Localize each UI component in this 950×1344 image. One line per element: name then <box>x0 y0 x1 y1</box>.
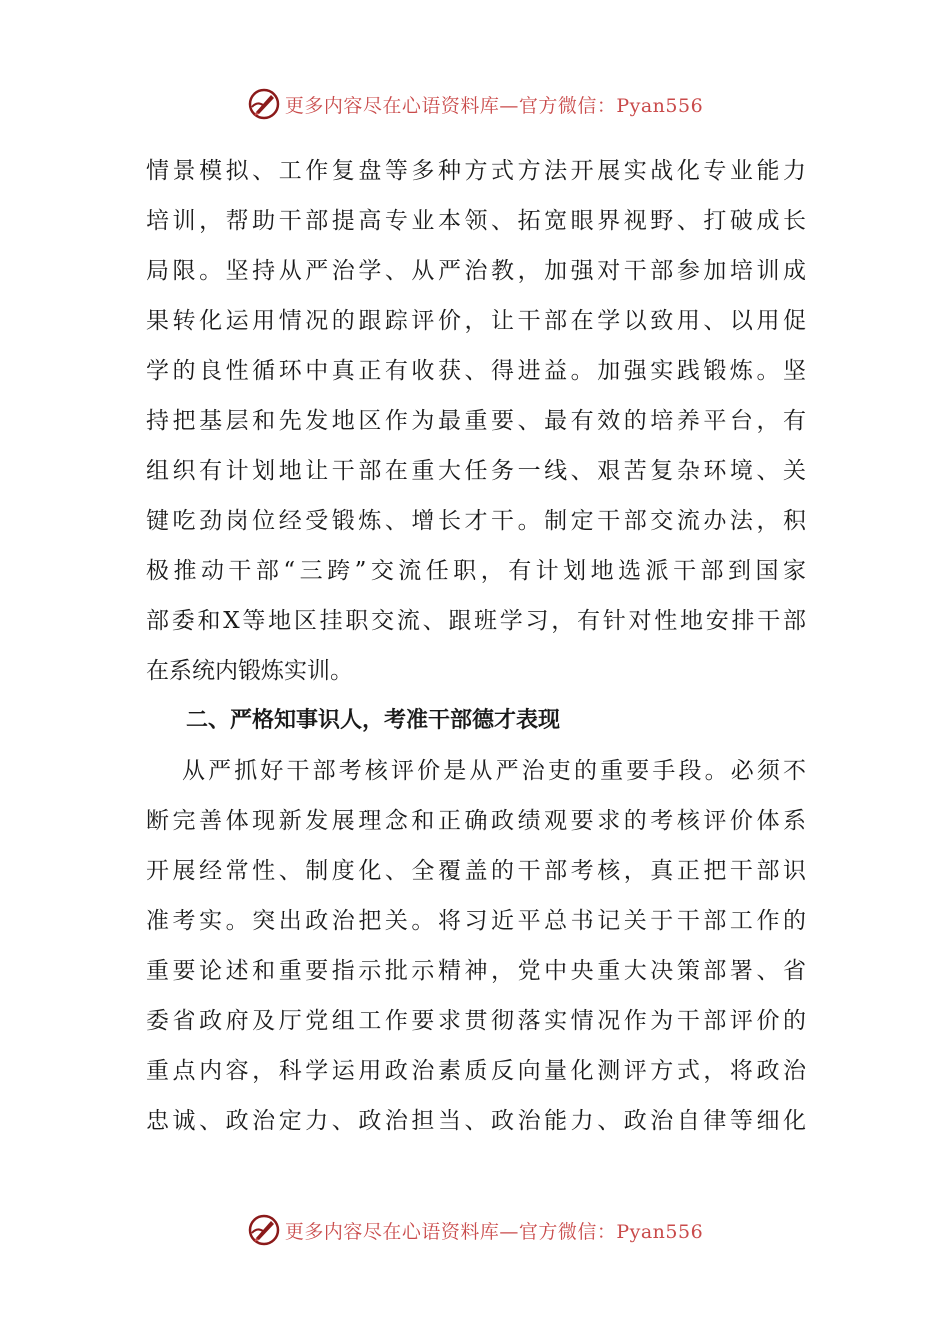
paragraph-line: 极推动干部“三跨”交流任职，有计划地选派干部到国家 <box>146 558 806 584</box>
paragraph-line: 在系统内锻炼实训。 <box>146 658 353 684</box>
paragraph-line: 键吃劲岗位经受锻炼、增长才干。制定干部交流办法，积 <box>146 508 806 534</box>
paragraph-line: 断完善体现新发展理念和正确政绩观要求的考核评价体系 <box>146 808 806 834</box>
footer-banner <box>0 1210 950 1250</box>
header-banner-text: 更多内容尽在心语资料库—官方微信：Pyan556 <box>284 94 704 117</box>
section-heading: 二、严格知事识人，考准干部德才表现 <box>186 708 561 733</box>
paragraph-line: 培训，帮助干部提高专业本领、拓宽眼界视野、打破成长 <box>146 208 806 234</box>
paragraph-line: 委省政府及厅党组工作要求贯彻落实情况作为干部评价的 <box>146 1008 806 1034</box>
footer-banner-text: 更多内容尽在心语资料库—官方微信：Pyan556 <box>284 1220 704 1243</box>
paragraph-line: 学的良性循环中真正有收获、得进益。加强实践锻炼。坚 <box>146 358 806 384</box>
paragraph-line: 从严抓好干部考核评价是从严治吏的重要手段。必须不 <box>182 758 806 784</box>
paragraph-line: 重要论述和重要指示批示精神，党中央重大决策部署、省 <box>146 958 806 984</box>
document-body <box>146 146 806 1146</box>
paragraph-line: 局限。坚持从严治学、从严治教，加强对干部参加培训成 <box>146 258 806 284</box>
pen-seal-icon <box>247 1213 281 1247</box>
paragraph-line: 准考实。突出政治把关。将习近平总书记关于干部工作的 <box>146 908 806 934</box>
paragraph-line: 情景模拟、工作复盘等多种方式方法开展实战化专业能力 <box>146 158 806 184</box>
paragraph-line: 忠诚、政治定力、政治担当、政治能力、政治自律等细化 <box>146 1108 806 1134</box>
paragraph-line: 果转化运用情况的跟踪评价，让干部在学以致用、以用促 <box>146 308 806 334</box>
paragraph-line: 重点内容，科学运用政治素质反向量化测评方式，将政治 <box>146 1058 806 1084</box>
header-banner <box>0 84 950 124</box>
paragraph-line: 组织有计划地让干部在重大任务一线、艰苦复杂环境、关 <box>146 458 806 484</box>
paragraph-line: 持把基层和先发地区作为最重要、最有效的培养平台，有 <box>146 408 806 434</box>
paragraph-line: 部委和X等地区挂职交流、跟班学习，有针对性地安排干部 <box>146 608 806 634</box>
paragraph-line: 开展经常性、制度化、全覆盖的干部考核，真正把干部识 <box>146 858 806 884</box>
pen-seal-icon <box>247 87 281 121</box>
